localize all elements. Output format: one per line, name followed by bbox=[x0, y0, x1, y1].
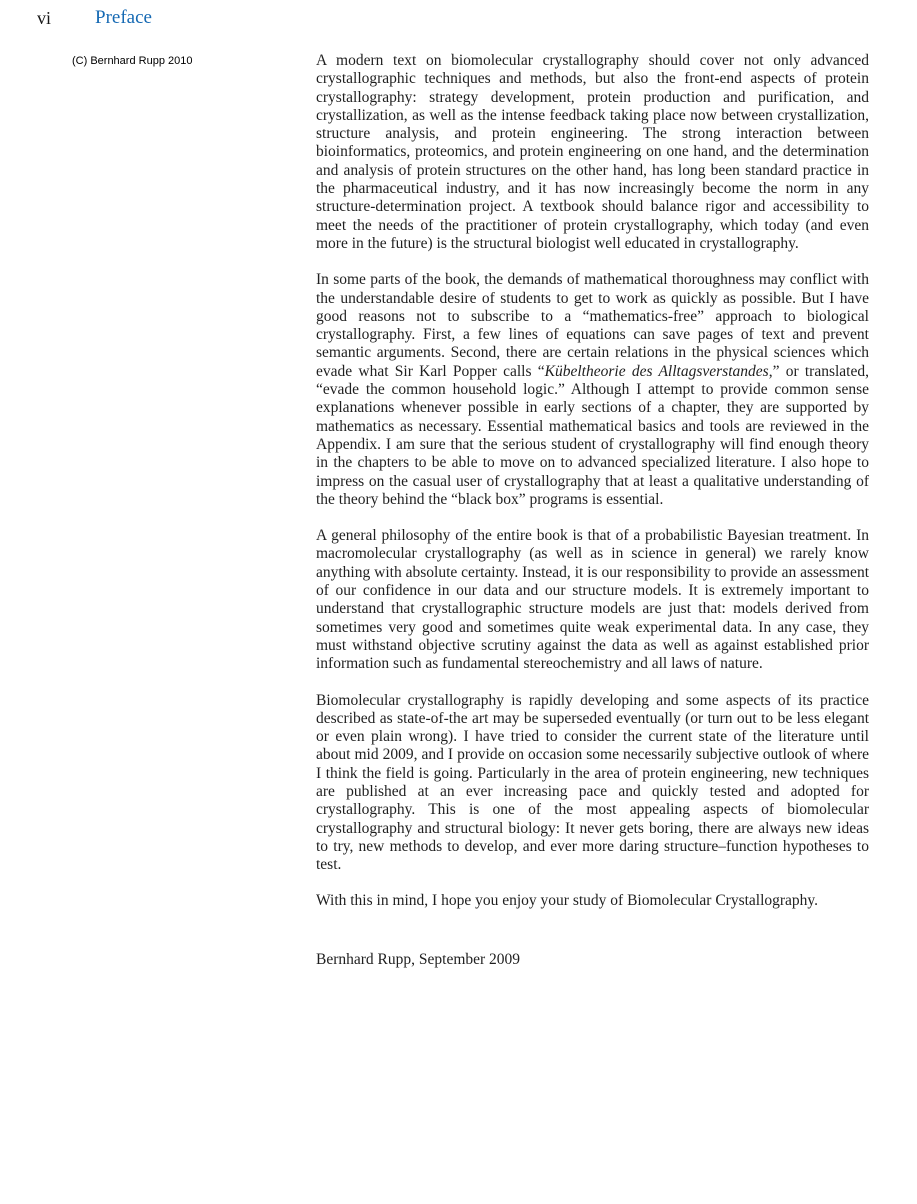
paragraph bbox=[316, 692, 869, 875]
paragraph bbox=[316, 892, 869, 910]
paragraph bbox=[316, 527, 869, 673]
body-text: A general philosophy of the entire book is that of a probabilistic Bayesian treatment. In macromolecular crystallography (as well as in science in general) we rarely know anything with absolute certainty. Instead, it is our responsibility to provide an assessment of our confidence in our data and our structure models. It is extremely important to understand that crystallographic structure models are just that: models derived from sometimes very good and sometimes quite weak experimental data. In any case, they must withstand objective scrutiny against the data as well as against established prior information such as fundamental stereochemistry and all laws of nature. bbox=[316, 527, 869, 673]
signature-line: Bernhard Rupp, September 2009 bbox=[316, 950, 521, 968]
paragraph bbox=[316, 271, 869, 509]
italic-text: Kübeltheorie des Alltagsverstandes bbox=[544, 362, 769, 380]
body-text: ,” or translated, “evade the common household logic.” Although I attempt to provide common sense explanations whenever possible in early sections of a chapter, they are supported by mathematics as necessary. Essential mathematical basics and tools are reviewed in the Appendix. I am sure that the serious student of crystallography will find enough theory in the chapters to be able to move on to advanced specialized literature. I also hope to impress on the casual user of crystallography that at least a qualitative understanding of the theory behind the “black box” programs is essential. bbox=[316, 362, 869, 508]
body-text: In some parts of the book, the demands of mathematical thoroughness may conflict with the understandable desire of students to get to work as quickly as possible. But I have good reasons not to subscribe to a “mathematics-free” approach to biological crystallography. First, a few lines of equations can save pages of text and prevent semantic arguments. Second, there are certain relations in the physical sciences which evade what Sir Karl Popper calls “ bbox=[316, 271, 869, 380]
preface-paragraphs bbox=[316, 52, 869, 985]
copyright-watermark: (C) Bernhard Rupp 2010 bbox=[72, 55, 193, 67]
body-text: A modern text on biomolecular crystallography should cover not only advanced crystallographic techniques and methods, but also the front-end aspects of protein crystallography: strategy development, protein production and purification, and crystallization, as well as the intense feedback taking place now between crystallization, structure analysis, and protein engineering. The strong interaction between bioinformatics, proteomics, and protein engineering on one hand, and the determination and analysis of protein structures on the other hand, has long been standard practice in the pharmaceutical industry, and it has now increasingly become the norm in any structure-determination project. A textbook should balance rigor and accessibility to meet the needs of the practitioner of protein crystallography, which today (and even more in the future) is the structural biologist well educated in crystallography. bbox=[316, 52, 869, 252]
body-text: Biomolecular crystallography is rapidly developing and some aspects of its practice described as state-of-the art may be superseded eventually (or turn out to be less elegant or even plain wrong). I have tried to consider the current state of the literature until about mid 2009, and I provide on occasion some necessarily subjective outlook of where I think the field is going. Particularly in the area of protein engineering, new techniques are published at an ever increasing pace and quickly tested and adopted for crystallography. This is one of the most appealing aspects of biomolecular crystallography and structural biology: It never gets boring, there are always new ideas to try, new methods to develop, and ever more daring structure–function hypotheses to test. bbox=[316, 691, 869, 874]
body-text: With this in mind, I hope you enjoy your study of Biomolecular Crystallography. bbox=[316, 892, 819, 910]
running-head-title: Preface bbox=[95, 7, 152, 28]
page-number: vi bbox=[37, 8, 52, 28]
paragraph bbox=[316, 52, 869, 253]
